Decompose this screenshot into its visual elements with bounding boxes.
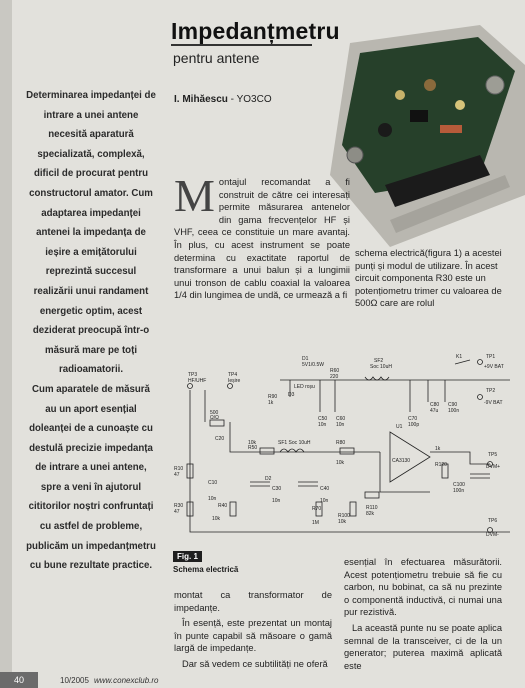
test-point bbox=[478, 360, 483, 365]
body-column-3 bbox=[355, 247, 505, 310]
resistor bbox=[365, 492, 379, 498]
lead-line: publicăm un impedanțmetru bbox=[26, 540, 156, 552]
lead-line: Determinarea impedanței de bbox=[26, 90, 156, 101]
label-c30-val: 10n bbox=[272, 498, 281, 504]
paragraph: În esență, este prezentat un montaj în punte capabil să măsoare o gamă largă de impedanțe. bbox=[174, 618, 332, 654]
capacitor bbox=[470, 474, 490, 478]
label-d3: D3 bbox=[288, 392, 295, 398]
label-c70: C70 bbox=[408, 416, 418, 422]
lead-line: dificil de procurat pentru bbox=[33, 168, 149, 180]
label-c70-val: 100p bbox=[408, 422, 420, 428]
inductor bbox=[365, 377, 389, 380]
label-c50: C50 bbox=[318, 416, 328, 422]
lead-line: adaptarea impedanței bbox=[41, 207, 141, 219]
issue-date: 10/2005 bbox=[60, 676, 89, 685]
figure-caption: Schema electrică bbox=[173, 565, 239, 574]
lead-column bbox=[18, 86, 164, 576]
figure-label: Fig. 1 bbox=[173, 551, 202, 562]
label-r120: R120 bbox=[435, 462, 447, 468]
lead-line: Cum aparatele de măsură bbox=[32, 383, 150, 395]
component bbox=[378, 123, 392, 137]
label-d1: D1 bbox=[302, 356, 309, 362]
label-r30b: R30 bbox=[174, 503, 184, 509]
label-led: LED roșu bbox=[294, 384, 315, 390]
component bbox=[455, 100, 465, 110]
lead-line: spre a veni în ajutorul bbox=[40, 481, 142, 493]
component bbox=[440, 125, 462, 133]
resistor bbox=[350, 502, 356, 516]
label-tp5-sub: DVM+ bbox=[486, 464, 501, 470]
label-tp4: TP4 bbox=[228, 372, 238, 378]
resistor bbox=[340, 448, 354, 454]
lead-line: cititorilor noștri confruntați bbox=[28, 501, 154, 513]
label-c10: C10 bbox=[208, 480, 218, 486]
label-tp1-sub: +9V BAT bbox=[484, 364, 504, 370]
label-tp4-sub: Ieșire bbox=[228, 378, 241, 384]
label-r40: R40 bbox=[218, 503, 228, 509]
label-c10-val: 10n bbox=[208, 496, 217, 502]
lead-line: necesită aparatură bbox=[48, 129, 134, 141]
lead-line: energetic optim, acest bbox=[39, 305, 143, 317]
label-r90-val: 1k bbox=[268, 400, 274, 406]
test-point bbox=[478, 395, 483, 400]
label-r50-ref: R50 bbox=[248, 445, 258, 451]
lead-line: cu astfel de probleme, bbox=[39, 521, 143, 533]
label-r110: R110 bbox=[366, 505, 378, 511]
lead-line: antenei la impedanța de bbox=[36, 227, 146, 239]
paragraph: La această punte nu se poate aplica semnal de la transceiver, ci de la un generator; puterea maximă aplicată este bbox=[344, 622, 502, 671]
paragraph: Dar să vedem ce subtilități ne oferă bbox=[182, 658, 328, 669]
label-tp3: TP3 bbox=[188, 372, 198, 378]
component bbox=[395, 90, 405, 100]
label-r30: 500 bbox=[210, 410, 219, 416]
test-point bbox=[228, 384, 233, 389]
label-c40-val: 10n bbox=[320, 498, 329, 504]
lead-line: realizării unui randament bbox=[33, 285, 149, 297]
wire bbox=[230, 422, 320, 452]
capacitor bbox=[298, 482, 318, 486]
bnc-connector bbox=[347, 147, 363, 163]
inductor bbox=[280, 449, 304, 452]
label-sf1: SF1 Soc 10uH bbox=[278, 440, 311, 446]
label-k1: K1 bbox=[456, 354, 463, 360]
lead-line: doleanței de a cunoaște cu bbox=[29, 423, 153, 435]
label-tp1: TP1 bbox=[486, 354, 496, 360]
label-tp5: TP5 bbox=[488, 452, 498, 458]
left-margin-strip bbox=[0, 0, 12, 688]
body-lower-right bbox=[344, 556, 502, 672]
label-r100-val: 10k bbox=[338, 519, 347, 525]
article-title: Impedanțmetru bbox=[171, 18, 340, 44]
bnc-connector bbox=[486, 76, 504, 94]
label-r60: R60 bbox=[330, 368, 340, 374]
lead-line: ieșire a emițătorului bbox=[45, 246, 137, 258]
lead-line: intrare a unei antene bbox=[43, 109, 139, 121]
body-text: schema electrică(figura 1) a acestei punți și modul de utilizare. În acest circuit componenta R30 este un potențiometru trimer cu valoarea de 500Ω care are rolul bbox=[355, 248, 502, 309]
lead-line: deziderat preocupă într-o bbox=[32, 325, 150, 337]
page-number: 40 bbox=[0, 672, 38, 688]
label-c90: C90 bbox=[448, 402, 458, 408]
lead-line: constructorul amator. Cum bbox=[29, 187, 153, 199]
label-d2: D2 bbox=[265, 476, 272, 482]
author-name: I. Mihăescu bbox=[174, 94, 228, 105]
drop-cap: M bbox=[174, 170, 215, 221]
label-r70-val: 1M bbox=[312, 520, 319, 526]
lead-line: destulă precizie impedanța bbox=[29, 442, 153, 454]
author-line bbox=[174, 94, 272, 105]
resistor bbox=[260, 448, 274, 454]
label-tp6-sub: DVM- bbox=[486, 532, 499, 538]
label-c80-val: 47u bbox=[430, 408, 439, 414]
body-column-2 bbox=[174, 170, 350, 302]
label-sf2: SF2 bbox=[374, 358, 384, 364]
label-r60-val: 220 bbox=[330, 374, 339, 380]
label-r10-val: 47 bbox=[174, 472, 180, 478]
label-c20: C20 bbox=[215, 436, 225, 442]
label-r80: R80 bbox=[336, 440, 346, 446]
component bbox=[424, 79, 436, 91]
label-r30b-val: 47 bbox=[174, 509, 180, 515]
label-r30-val: Ω/Ω bbox=[210, 415, 219, 421]
article-subtitle: pentru antene bbox=[173, 50, 260, 66]
label-r110-val: 82k bbox=[366, 511, 375, 517]
label-r90: R90 bbox=[268, 394, 278, 400]
paragraph: montat ca transformator de impedanțe. bbox=[174, 590, 332, 613]
label-r50: 10k bbox=[248, 440, 257, 446]
label-r40-val: 10k bbox=[212, 516, 221, 522]
label-c100: C100 bbox=[453, 482, 465, 488]
label-r100: R100 bbox=[338, 513, 350, 519]
label-tp2: TP2 bbox=[486, 388, 496, 394]
label-r10: R10 bbox=[174, 466, 184, 472]
label-c60-val: 10n bbox=[336, 422, 345, 428]
body-text: ontajul recomandat a fi construit de către cei interesați permite măsurarea antenelor din gama frecvențelor HF și VHF, ceea ce constituie un mare avantaj. În plus, cu acest instrument se poate determina cu exactitate raportul de transformare a unui balun și a lungimii unui tronson de cablu coaxial la valoarea 1/4 din lungimea de undă, ce urmează a fi bbox=[174, 177, 350, 301]
label-c60: C60 bbox=[336, 416, 346, 422]
label-tp3-sub: HF/UHF bbox=[188, 378, 207, 384]
capacitor bbox=[250, 482, 270, 486]
paragraph: esențial în efectuarea măsurătorii. Acest potențiometru trebuie să fie cu carbon, nu bobinat, ca să nu prezinte o componentă inductivă, ci numai una pur rezistivă. bbox=[344, 557, 502, 618]
circuit-schematic bbox=[170, 352, 510, 542]
label-c90-val: 100n bbox=[448, 408, 460, 414]
lead-line: specializată, complexă, bbox=[37, 148, 145, 160]
lead-line: reprezintă succesul bbox=[45, 266, 137, 278]
label-r120-val: 1k bbox=[435, 446, 441, 452]
lead-line: de intrare a unei antene, bbox=[35, 462, 147, 474]
label-d1-val: 5V1/0.5W bbox=[302, 362, 324, 368]
title-rule bbox=[171, 44, 312, 46]
website-link[interactable]: www.conexclub.ro bbox=[94, 676, 159, 685]
label-c50-val: 10n bbox=[318, 422, 327, 428]
label-c30: C30 bbox=[272, 486, 282, 492]
resistor bbox=[230, 502, 236, 516]
label-c100-val: 100n bbox=[453, 488, 465, 494]
test-point bbox=[188, 384, 193, 389]
label-r70: R70 bbox=[312, 506, 322, 512]
label-tp2-sub: -9V BAT bbox=[484, 400, 503, 406]
label-c40: C40 bbox=[320, 486, 330, 492]
lead-line: au un aport esențial bbox=[45, 403, 137, 415]
label-sf2-val: Soc 10uH bbox=[370, 364, 392, 370]
label-r80-val: 10k bbox=[336, 460, 345, 466]
lead-line: cu bune rezultate practice. bbox=[29, 560, 153, 572]
ic-chip bbox=[410, 110, 428, 122]
label-u1-part: CA3130 bbox=[392, 458, 411, 464]
label-tp6: TP6 bbox=[488, 518, 498, 524]
lead-line: măsură mare pe toți bbox=[44, 344, 138, 356]
lead-line: radioamatorii. bbox=[58, 364, 124, 376]
op-amp bbox=[390, 432, 430, 482]
switch bbox=[455, 360, 470, 364]
author-callsign: - YO3CO bbox=[227, 94, 272, 105]
device-photo bbox=[330, 25, 525, 247]
body-lower-left bbox=[174, 589, 332, 671]
label-c80: C80 bbox=[430, 402, 440, 408]
label-u1: U1 bbox=[396, 424, 403, 430]
